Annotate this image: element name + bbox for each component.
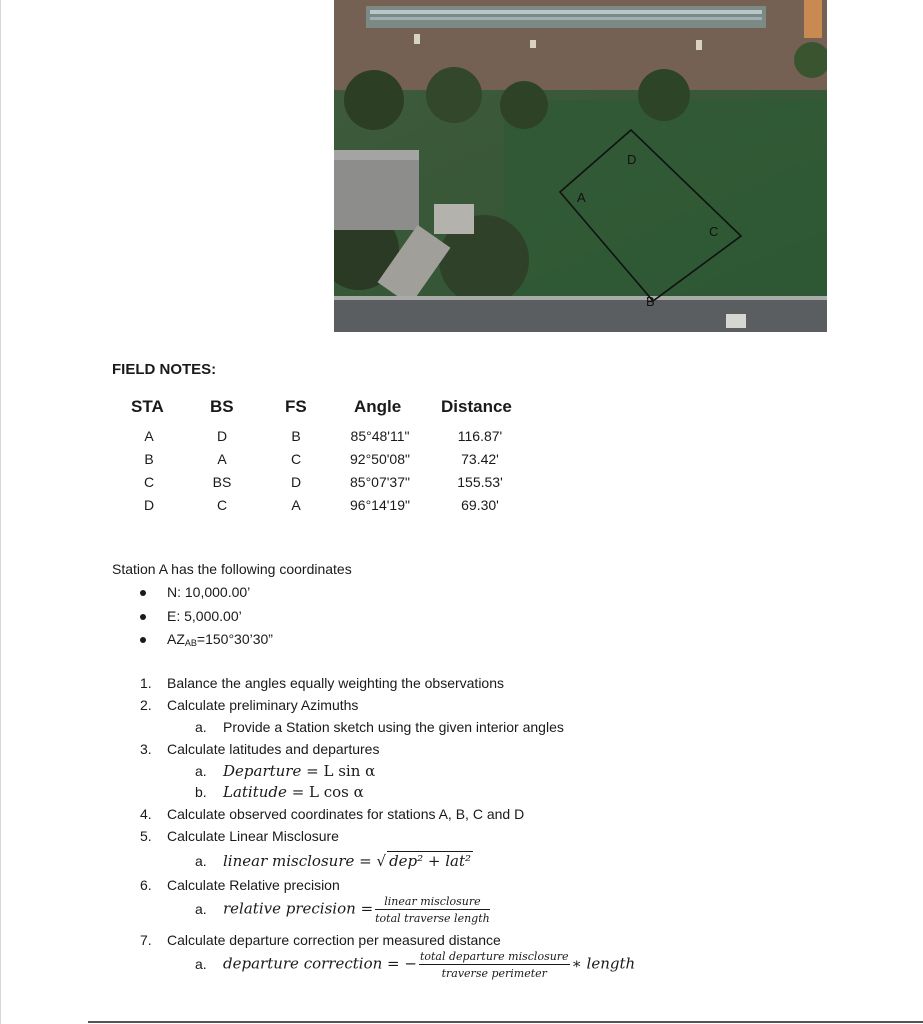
table-cell: C (216, 497, 228, 513)
header-sta: STA (131, 397, 164, 416)
bullet-icon (140, 590, 146, 596)
northing-value: N: 10,000.00’ (167, 584, 251, 600)
table-cell: D (143, 497, 155, 513)
station-label-a: A (577, 190, 586, 205)
table-cell: 116.87' (457, 428, 503, 444)
header-fs: FS (285, 397, 307, 416)
page-bottom-rule (88, 1021, 923, 1023)
task-subitem: a. relative precision = $\frac{\text{linear misclosure}}{\text{total traverse length}}$ (195, 895, 490, 925)
table-cell: A (144, 428, 154, 444)
coordinates-intro: Station A has the following coordinates (112, 561, 352, 577)
fraction: $\frac{\text{linear misclosure}}{\text{total traverse length}}$ (375, 895, 490, 925)
table-cell: C (143, 474, 155, 490)
relative-precision-formula: relative precision = (223, 899, 374, 918)
bullet-icon (140, 637, 146, 643)
table-cell: D (216, 428, 228, 444)
table-cell: BS (212, 474, 232, 490)
aerial-site-photo (334, 0, 827, 332)
task-item: 1. Balance the angles equally weighting the observations (140, 675, 505, 691)
departure-formula: Departure = L sin α (223, 762, 376, 780)
station-label-c: C (709, 224, 719, 239)
table-cell: 155.53' (457, 474, 503, 490)
table-cell: B (291, 428, 301, 444)
azimuth-label: AZ (167, 631, 185, 647)
easting-value: E: 5,000.00’ (167, 607, 242, 624)
table-cell: 73.42' (461, 451, 499, 467)
task-item: 3. Calculate latitudes and departures (140, 741, 380, 757)
task-subitem: a. Provide a Station sketch using the given interior angles (195, 719, 564, 735)
header-bs: BS (210, 397, 234, 416)
task-item: 7. Calculate departure correction per measured distance (140, 932, 501, 948)
table-cell: B (144, 451, 154, 467)
linear-misclosure-formula: linear misclosure = √ dep² + lat² (223, 852, 472, 870)
fraction: $\frac{\text{total departure misclosure}}{\text{traverse perimeter}}$ (419, 950, 569, 980)
task-item: 5. Calculate Linear Misclosure (140, 828, 339, 844)
table-cell: A (217, 451, 227, 467)
task-item: 2. Calculate preliminary Azimuths (140, 697, 359, 713)
station-label-b: B (646, 294, 655, 309)
task-subitem: a. departure correction = − $\frac{\text{total departure misclosure}}{\text{traverse perimeter}}$ ∗ length (195, 950, 636, 980)
task-subitem: a. linear misclosure = √ dep² + lat² (195, 852, 472, 870)
header-angle: Angle (354, 397, 402, 416)
table-cell: 92°50'08" (350, 451, 410, 467)
station-label-d: D (627, 152, 637, 167)
table-cell: 85°48'11" (350, 428, 410, 444)
departure-correction-formula: departure correction = − (223, 954, 417, 973)
table-cell: A (291, 497, 301, 513)
latitude-formula: Latitude = L cos α (223, 783, 364, 801)
coordinate-list (140, 584, 273, 655)
table-cell: 85°07'37" (350, 474, 410, 490)
table-cell: 96°14'19" (350, 497, 410, 513)
azimuth-subscript: AB (184, 638, 197, 648)
task-subitem: a. Departure = L sin α (195, 762, 376, 780)
task-subitem: b. Latitude = L cos α (195, 783, 364, 801)
field-notes-title: FIELD NOTES: (112, 361, 217, 378)
list-item (140, 608, 273, 632)
bullet-icon (140, 614, 146, 620)
table-cell: C (290, 451, 302, 467)
azimuth-value: =150°30’30” (196, 631, 273, 647)
task-item: 4. Calculate observed coordinates for stations A, B, C and D (140, 806, 525, 822)
table-cell: 69.30' (461, 497, 499, 513)
table-cell: D (290, 474, 302, 490)
page-edge (0, 0, 1, 1024)
task-item: 6. Calculate Relative precision (140, 877, 340, 893)
list-item (140, 584, 273, 608)
list-item (140, 631, 273, 655)
header-distance: Distance (441, 397, 512, 416)
